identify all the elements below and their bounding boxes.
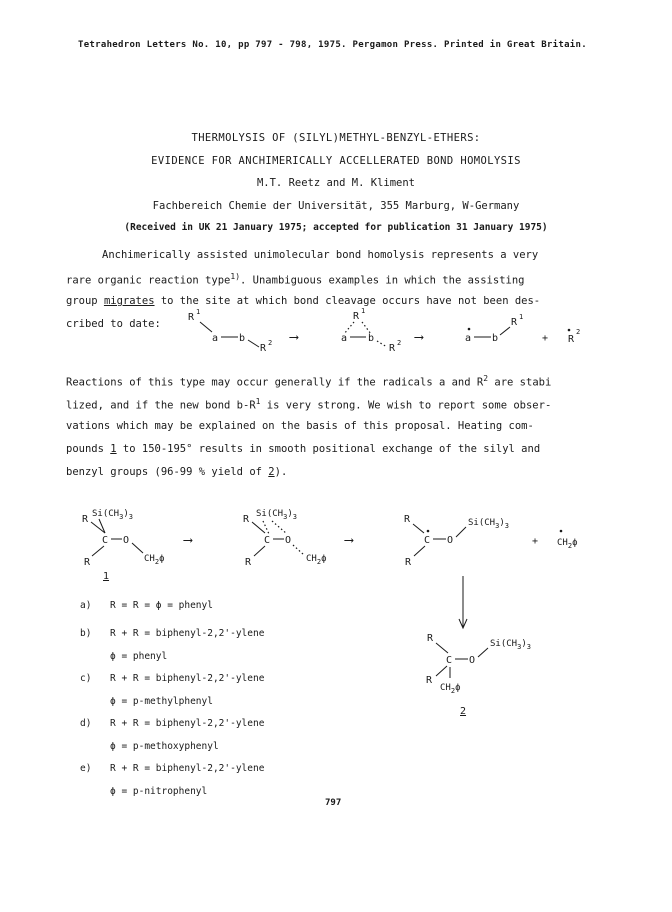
list-item-c: c) R + R = biphenyl-2,2'-ylene (80, 673, 265, 684)
svg-text:CH2ϕ: $CH_2\phi$ (557, 538, 578, 550)
svg-text:b: b (368, 333, 375, 344)
article-title-line-1: THERMOLYSIS OF (SILYL)METHYL-BENZYL-ETHERS: (191, 132, 481, 144)
compound-label-2: 2 (460, 706, 467, 717)
svg-text:2: 2 (268, 339, 273, 347)
svg-text:⟶: ⟶ (184, 533, 192, 548)
compound-label-1: 1 (103, 571, 110, 582)
arrow-2: ⟶ (415, 330, 423, 345)
svg-text:R: R (82, 514, 89, 525)
para1-line-3: group migrates to the site at which bond cleavage occurs have not been des- (66, 295, 541, 307)
svg-text:O: O (123, 535, 130, 546)
svg-text:R: R (84, 557, 91, 568)
svg-text:R: R (389, 343, 396, 354)
list-item-e: e) R + R = biphenyl-2,2'-ylene (80, 763, 265, 774)
list-item-a: a) R = R = ϕ = phenyl (80, 600, 213, 611)
svg-text:R: R (245, 557, 252, 568)
svg-text:a: a (212, 333, 219, 344)
list-item-c-line2: ϕ = p-methylphenyl (110, 696, 213, 707)
authors: M.T. Reetz and M. Kliment (256, 177, 416, 189)
svg-text:2: 2 (397, 339, 402, 347)
article-title-line-2: EVIDENCE FOR ANCHIMERICALLY ACCELLERATED BOND HOMOLYSIS (151, 155, 521, 167)
svg-text:CH2ϕ: $CH_2\phi$ (440, 683, 461, 695)
svg-text:R: R (427, 633, 434, 644)
svg-text:C: C (446, 655, 453, 666)
s1-r1: R (188, 312, 195, 323)
list-item-d-line2: ϕ = p-methoxyphenyl (110, 741, 219, 752)
svg-text:Si(CH3)3: $Si(CH_3)_3$ (92, 509, 133, 521)
journal-header: Tetrahedron Letters No. 10, pp 797 - 798, 1975. Pergamon Press. Printed in Great Britain. (78, 40, 587, 50)
svg-text:R: R (404, 514, 411, 525)
svg-text:R: R (568, 334, 575, 345)
list-item-b-line2: ϕ = phenyl (110, 651, 168, 662)
list-item-d: d) R + R = biphenyl-2,2'-ylene (80, 718, 265, 729)
svg-text:2: 2 (576, 328, 581, 336)
svg-text:R: R (353, 311, 360, 322)
svg-text:CH2ϕ: $CH_2\phi$ (306, 554, 327, 566)
affiliation: Fachbereich Chemie der Universität, 355 Marburg, W-Germany (152, 200, 520, 212)
svg-text:O: O (447, 535, 454, 546)
para2-line-5: benzyl groups (96-99 % yield of 2). (66, 466, 288, 478)
svg-text:O: O (285, 535, 292, 546)
arrow-1: ⟶ (290, 330, 298, 345)
svg-text:CH2ϕ: $CH_2\phi$ (144, 554, 165, 566)
svg-text:O: O (469, 655, 476, 666)
svg-text:1: 1 (361, 307, 366, 315)
para2-line-1: Reactions of this type may occur generally if the radicals a and $R^2$ are stabi (66, 374, 552, 389)
svg-text:a: a (465, 333, 472, 344)
svg-text:R: R (260, 343, 267, 354)
svg-text:Si(CH3)3: $Si(CH_3)_3$ (256, 509, 297, 521)
svg-text:1: 1 (196, 308, 201, 316)
para2-line-4: pounds 1 to 150-195° results in smooth positional exchange of the silyl and (66, 443, 541, 455)
svg-text:+: + (532, 536, 539, 547)
svg-text:Si(CH3)3: $Si(CH_3)_3$ (468, 518, 509, 530)
svg-text:R: R (426, 675, 433, 686)
svg-text:a: a (341, 333, 348, 344)
svg-text:C: C (264, 535, 271, 546)
para1-line-2: rare organic reaction type$^{1)}$. Unambiguous examples in which the assisting (66, 272, 525, 287)
para2-line-3: vations which may be explained on the basis of this proposal. Heating com- (66, 420, 534, 432)
svg-text:Si(CH3)3: $Si(CH_3)_3$ (490, 639, 531, 651)
para1-line-1: Anchimerically assisted unimolecular bond homolysis represents a very (102, 249, 539, 261)
received-note: (Received in UK 21 January 1975; accepted for publication 31 January 1975) (124, 222, 548, 233)
page-number: 797 (325, 798, 342, 808)
svg-text:R: R (511, 317, 518, 328)
svg-text:1: 1 (519, 313, 524, 321)
svg-text:+: + (542, 333, 549, 344)
svg-text:⟶: ⟶ (345, 533, 353, 548)
svg-text:b: b (239, 333, 246, 344)
list-item-b: b) R + R = biphenyl-2,2'-ylene (80, 628, 265, 639)
para2-line-2: lized, and if the new bond $b-R^1$ is very strong. We wish to report some obser- (66, 397, 552, 412)
svg-text:b: b (492, 333, 499, 344)
ref-superscript: 1) (230, 272, 241, 281)
svg-text:R: R (243, 514, 250, 525)
svg-text:C: C (424, 535, 431, 546)
svg-text:R: R (405, 557, 412, 568)
svg-text:C: C (102, 535, 109, 546)
list-item-e-line2: ϕ = p-nitrophenyl (110, 786, 208, 797)
para1-line-4: cribed to date: (66, 318, 161, 330)
